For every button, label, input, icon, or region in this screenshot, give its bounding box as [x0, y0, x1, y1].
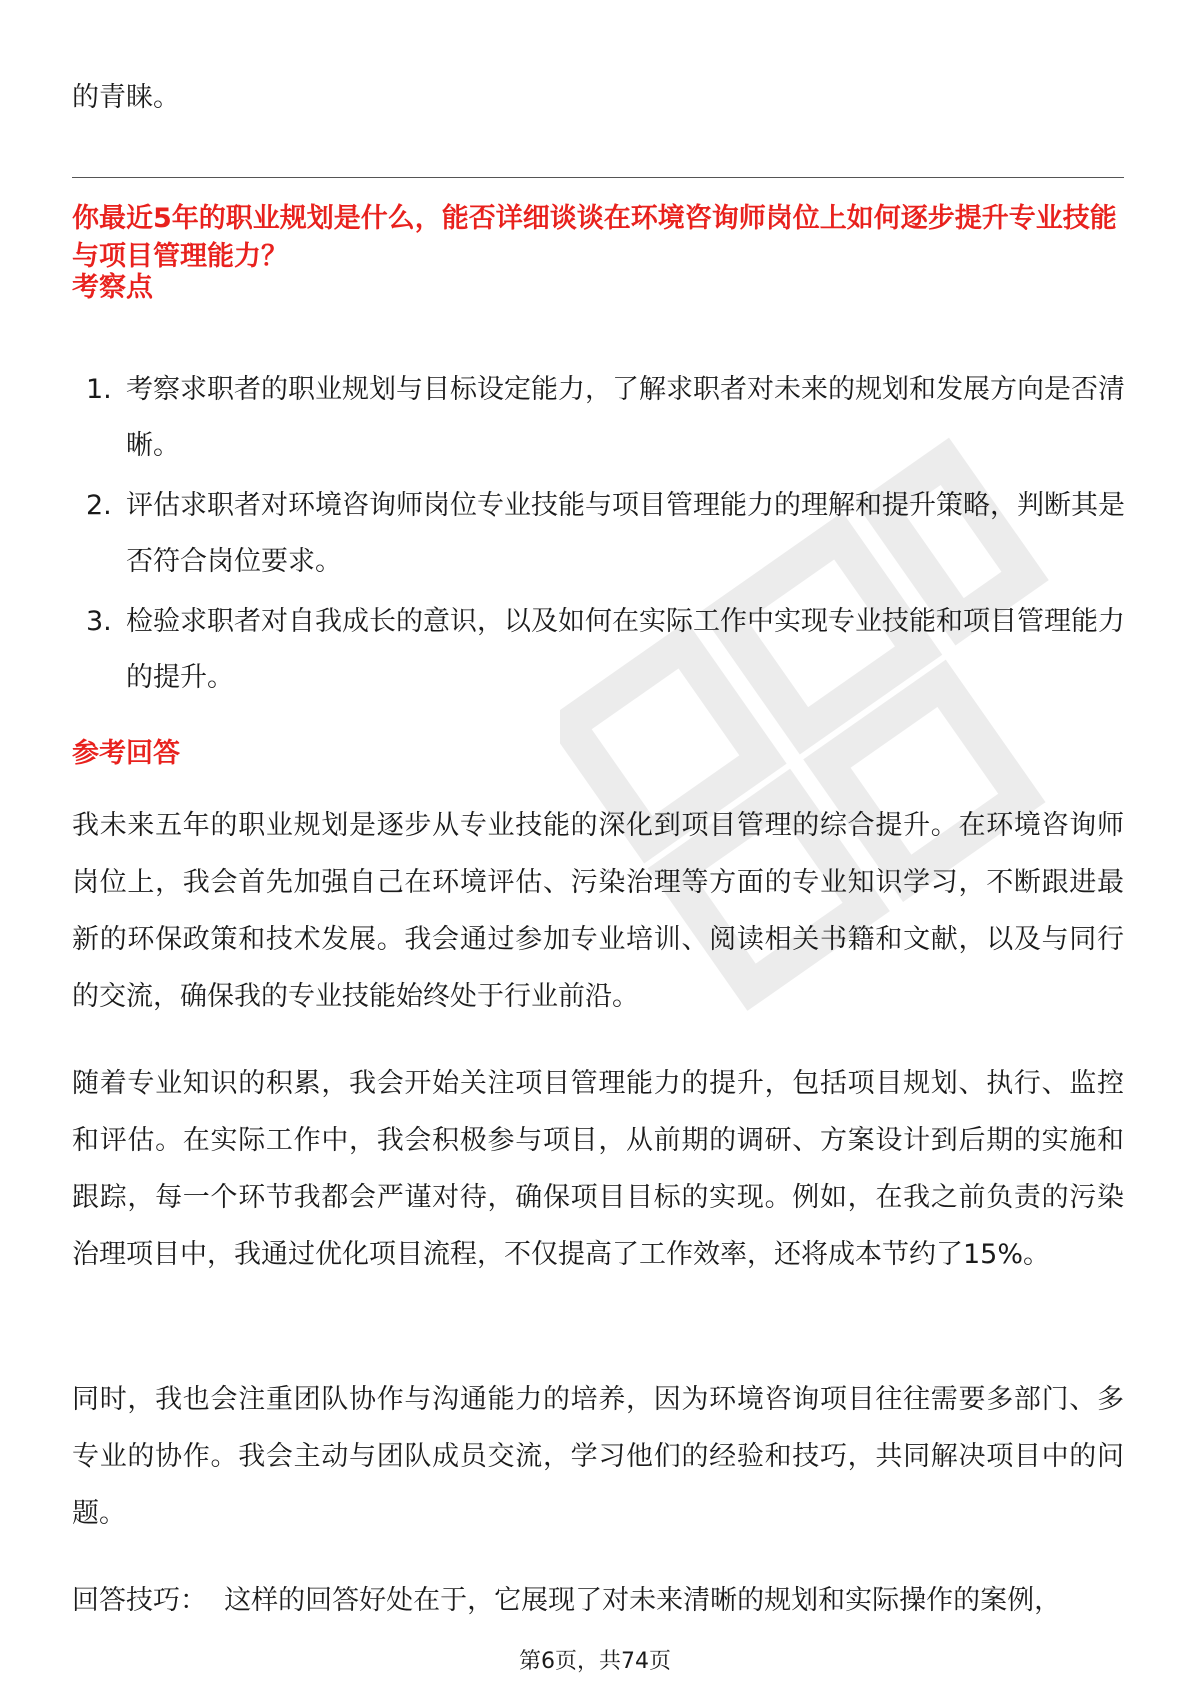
- assessment-item-number: 1.: [86, 374, 112, 405]
- assessment-item-number: 2.: [86, 490, 112, 521]
- section-divider: [72, 177, 1124, 178]
- assessment-item-number: 3.: [86, 606, 112, 637]
- reference-paragraph: 同时，我也会注重团队协作与沟通能力的培养，因为环境咨询项目往往需要多部门、多专业的协作。我会主动与团队成员交流，学习他们的经验和技巧，共同解决项目中的问题。: [72, 1384, 1124, 1529]
- assessment-item: [72, 478, 1128, 590]
- intro-tail-text: 的青睐。: [72, 82, 180, 113]
- page-number: 第6页，共74页: [519, 1649, 671, 1674]
- assessment-title: 考察点: [72, 272, 153, 303]
- assessment-item: [72, 594, 1128, 706]
- reference-paragraph: 随着专业知识的积累，我会开始关注项目管理能力的提升，包括项目规划、执行、监控和评估。在实际工作中，我会积极参与项目，从前期的调研、方案设计到后期的实施和跟踪，每一个环节我都会严谨对待，确保项目目标的实现。例如，在我之前负责的污染治理项目中，我通过优化项目流程，不仅提高了工作效率，还将成本节约了15%。: [72, 1068, 1124, 1270]
- assessment-item: [72, 362, 1128, 474]
- assessment-item-text: 检验求职者对自我成长的意识，以及如何在实际工作中实现专业技能和项目管理能力的提升。: [126, 606, 1125, 693]
- assessment-list: [72, 362, 1124, 710]
- reference-title: 参考回答: [72, 738, 180, 769]
- assessment-item-text: 评估求职者对环境咨询师岗位专业技能与项目管理能力的理解和提升策略，判断其是否符合岗位要求。: [126, 490, 1125, 577]
- answer-tips-line: 回答技巧： 这样的回答好处在于，它展现了对未来清晰的规划和实际操作的案例，: [72, 1585, 1062, 1616]
- question-heading: 你最近5年的职业规划是什么，能否详细谈谈在环境咨询师岗位上如何逐步提升专业技能与项目管理能力？: [72, 203, 1117, 272]
- reference-paragraph: 我未来五年的职业规划是逐步从专业技能的深化到项目管理的综合提升。在环境咨询师岗位上，我会首先加强自己在环境评估、污染治理等方面的专业知识学习，不断跟进最新的环保政策和技术发展。我会通过参加专业培训、阅读相关书籍和文献，以及与同行的交流，确保我的专业技能始终处于行业前沿。: [72, 810, 1124, 1012]
- assessment-item-text: 考察求职者的职业规划与目标设定能力，了解求职者对未来的规划和发展方向是否清晰。: [126, 374, 1125, 461]
